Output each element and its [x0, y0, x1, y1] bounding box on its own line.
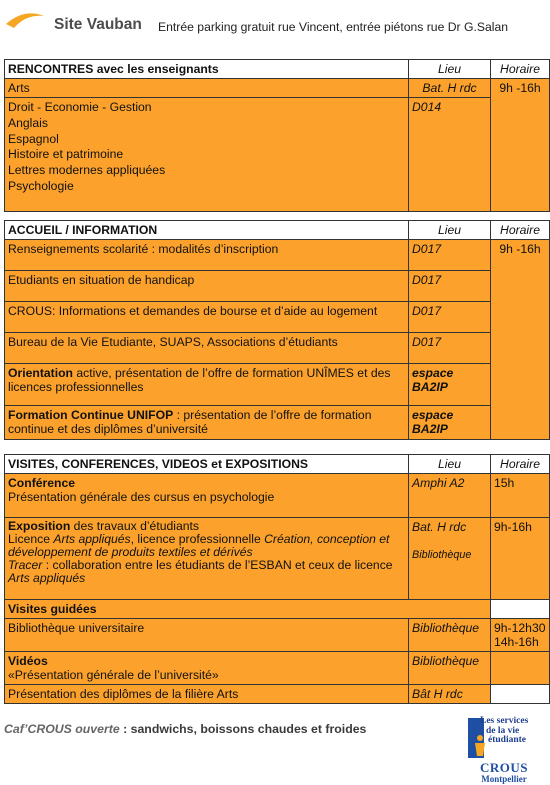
crous-tagline-line: étudiante: [488, 735, 526, 745]
site-subtitle: Entrée parking gratuit rue Vincent, entrée piétons rue Dr G.Salan: [158, 20, 509, 34]
row-diplomes-lieu: Bât H rdc: [409, 685, 491, 704]
videos-text: «Présentation générale de l’université»: [8, 668, 219, 682]
list-item: Droit - Economie - Gestion: [8, 100, 152, 114]
lieu-line: BA2IP: [412, 380, 448, 394]
visites-table: [4, 454, 550, 704]
row-visites-guidees-horaire: [491, 600, 550, 619]
accueil-horaire: 9h -16h: [491, 240, 550, 440]
exposition-text: des travaux d’étudiants: [70, 519, 200, 533]
crous-tagline: [480, 717, 528, 746]
conference-text: Présentation générale des cursus en psychologie: [8, 490, 275, 504]
exposition-text: Tracer: [8, 558, 43, 572]
exposition-label: Exposition: [8, 519, 71, 533]
row-orientation: [5, 364, 409, 406]
col-lieu-header: Lieu: [409, 60, 491, 79]
row-handicap-lieu: D017: [409, 271, 491, 302]
row-bibliotheque-horaire: [491, 619, 550, 652]
cafcrous-note: [4, 722, 366, 736]
cafcrous-text: : sandwichs, boissons chaudes et froides: [119, 722, 367, 736]
crous-tagline-line: Les services: [480, 716, 529, 726]
crous-logo: [462, 714, 546, 784]
col-lieu-header: Lieu: [409, 455, 491, 474]
list-item: Espagnol: [8, 131, 59, 146]
row-bibliotheque: Bibliothèque universitaire: [5, 619, 409, 652]
list-item: Histoire et patrimoine: [8, 147, 124, 162]
row-conference-horaire: 15h: [491, 474, 550, 518]
row-exposition-lieu: [409, 518, 491, 600]
row-bve-lieu: D017: [409, 333, 491, 364]
row-crous-lieu: D017: [409, 302, 491, 333]
row-scolarite-lieu: D017: [409, 240, 491, 271]
row-videos-lieu: Bibliothèque: [409, 652, 491, 685]
row-scolarite: Renseignements scolarité : modalités d’inscription: [5, 240, 409, 271]
crous-name: CROUS: [479, 760, 528, 775]
lieu-line: espace: [412, 366, 454, 380]
row-arts: Arts: [5, 79, 409, 98]
col-horaire-header: Horaire: [491, 455, 550, 474]
formation-continue-label: Formation Continue UNIFOP: [8, 408, 174, 422]
rencontres-horaire: 9h -16h: [491, 79, 550, 212]
logo-swoosh-icon: [4, 6, 46, 32]
row-bibliotheque-lieu: Bibliothèque: [409, 619, 491, 652]
lieu-line: espace: [412, 408, 454, 422]
row-orientation-lieu: [409, 364, 491, 406]
row-disciplines-lieu: D014: [409, 98, 491, 212]
row-diplomes: Présentation des diplômes de la filière Arts: [5, 685, 409, 704]
site-title: Site Vauban: [54, 16, 142, 33]
row-bve: Bureau de la Vie Etudiante, SUAPS, Associations d’étudiants: [5, 333, 409, 364]
row-formation-continue: [5, 406, 409, 440]
orientation-label: Orientation: [8, 366, 74, 380]
accueil-table: [4, 220, 550, 440]
visites-title: VISITES, CONFERENCES, VIDEOS et EXPOSITIONS: [5, 455, 409, 474]
list-item: Lettres modernes appliquées: [8, 163, 166, 178]
visites-guidees-label: Visites guidées: [8, 602, 97, 616]
row-crous: CROUS: Informations et demandes de bourse et d’aide au logement: [5, 302, 409, 333]
row-formation-continue-lieu: [409, 406, 491, 440]
crous-tagline-line: de la vie: [486, 725, 520, 736]
rencontres-title: RENCONTRES avec les enseignants: [5, 60, 409, 79]
exposition-text: Licence: [8, 532, 54, 546]
horaire-line: 9h-12h30: [494, 621, 546, 635]
horaire-line: 14h-16h: [494, 635, 539, 649]
row-conference-lieu: Amphi A2: [409, 474, 491, 518]
row-arts-lieu: Bat. H rdc: [409, 79, 491, 98]
row-exposition: [5, 518, 409, 600]
exposition-text: Création, conception et développement de produits textiles et dérivés: [8, 532, 390, 559]
exposition-text: : collaboration entre les étudiants de l’ESBAN et ceux de licence: [42, 558, 393, 572]
exposition-text: , licence professionnelle: [130, 532, 265, 546]
row-diplomes-horaire: [491, 685, 550, 704]
cafcrous-label: Caf’CROUS ouverte: [4, 722, 120, 736]
exposition-text: Arts appliqués: [53, 532, 131, 546]
row-visites-guidees: [5, 600, 491, 619]
row-handicap: Etudiants en situation de handicap: [5, 271, 409, 302]
row-exposition-horaire: 9h-16h: [491, 518, 550, 600]
accueil-title: ACCUEIL / INFORMATION: [5, 221, 409, 240]
row-disciplines: [5, 98, 409, 212]
row-conference: [5, 474, 409, 518]
crous-city: Montpellier: [481, 774, 527, 784]
list-item: Anglais: [8, 115, 48, 130]
lieu-line: BA2IP: [412, 422, 448, 436]
row-videos: [5, 652, 409, 685]
col-lieu-header: Lieu: [409, 221, 491, 240]
col-horaire-header: Horaire: [491, 221, 550, 240]
orientation-text: active, présentation de l’offre de formation UNÎMES et des licences professionnelles: [8, 366, 391, 394]
exposition-text: Arts appliqués: [8, 571, 86, 585]
lieu-line: Bat. H rdc: [412, 520, 467, 534]
col-horaire-header: Horaire: [491, 60, 550, 79]
list-item: Psychologie: [8, 178, 74, 193]
lieu-line: Bibliothèque: [412, 549, 472, 561]
formation-continue-text: : présentation de l’offre de formation continue et des diplômes d’université: [8, 408, 372, 436]
row-videos-horaire: [491, 652, 550, 685]
videos-label: Vidéos: [8, 654, 48, 668]
conference-label: Conférence: [8, 476, 76, 490]
rencontres-table: [4, 59, 550, 212]
